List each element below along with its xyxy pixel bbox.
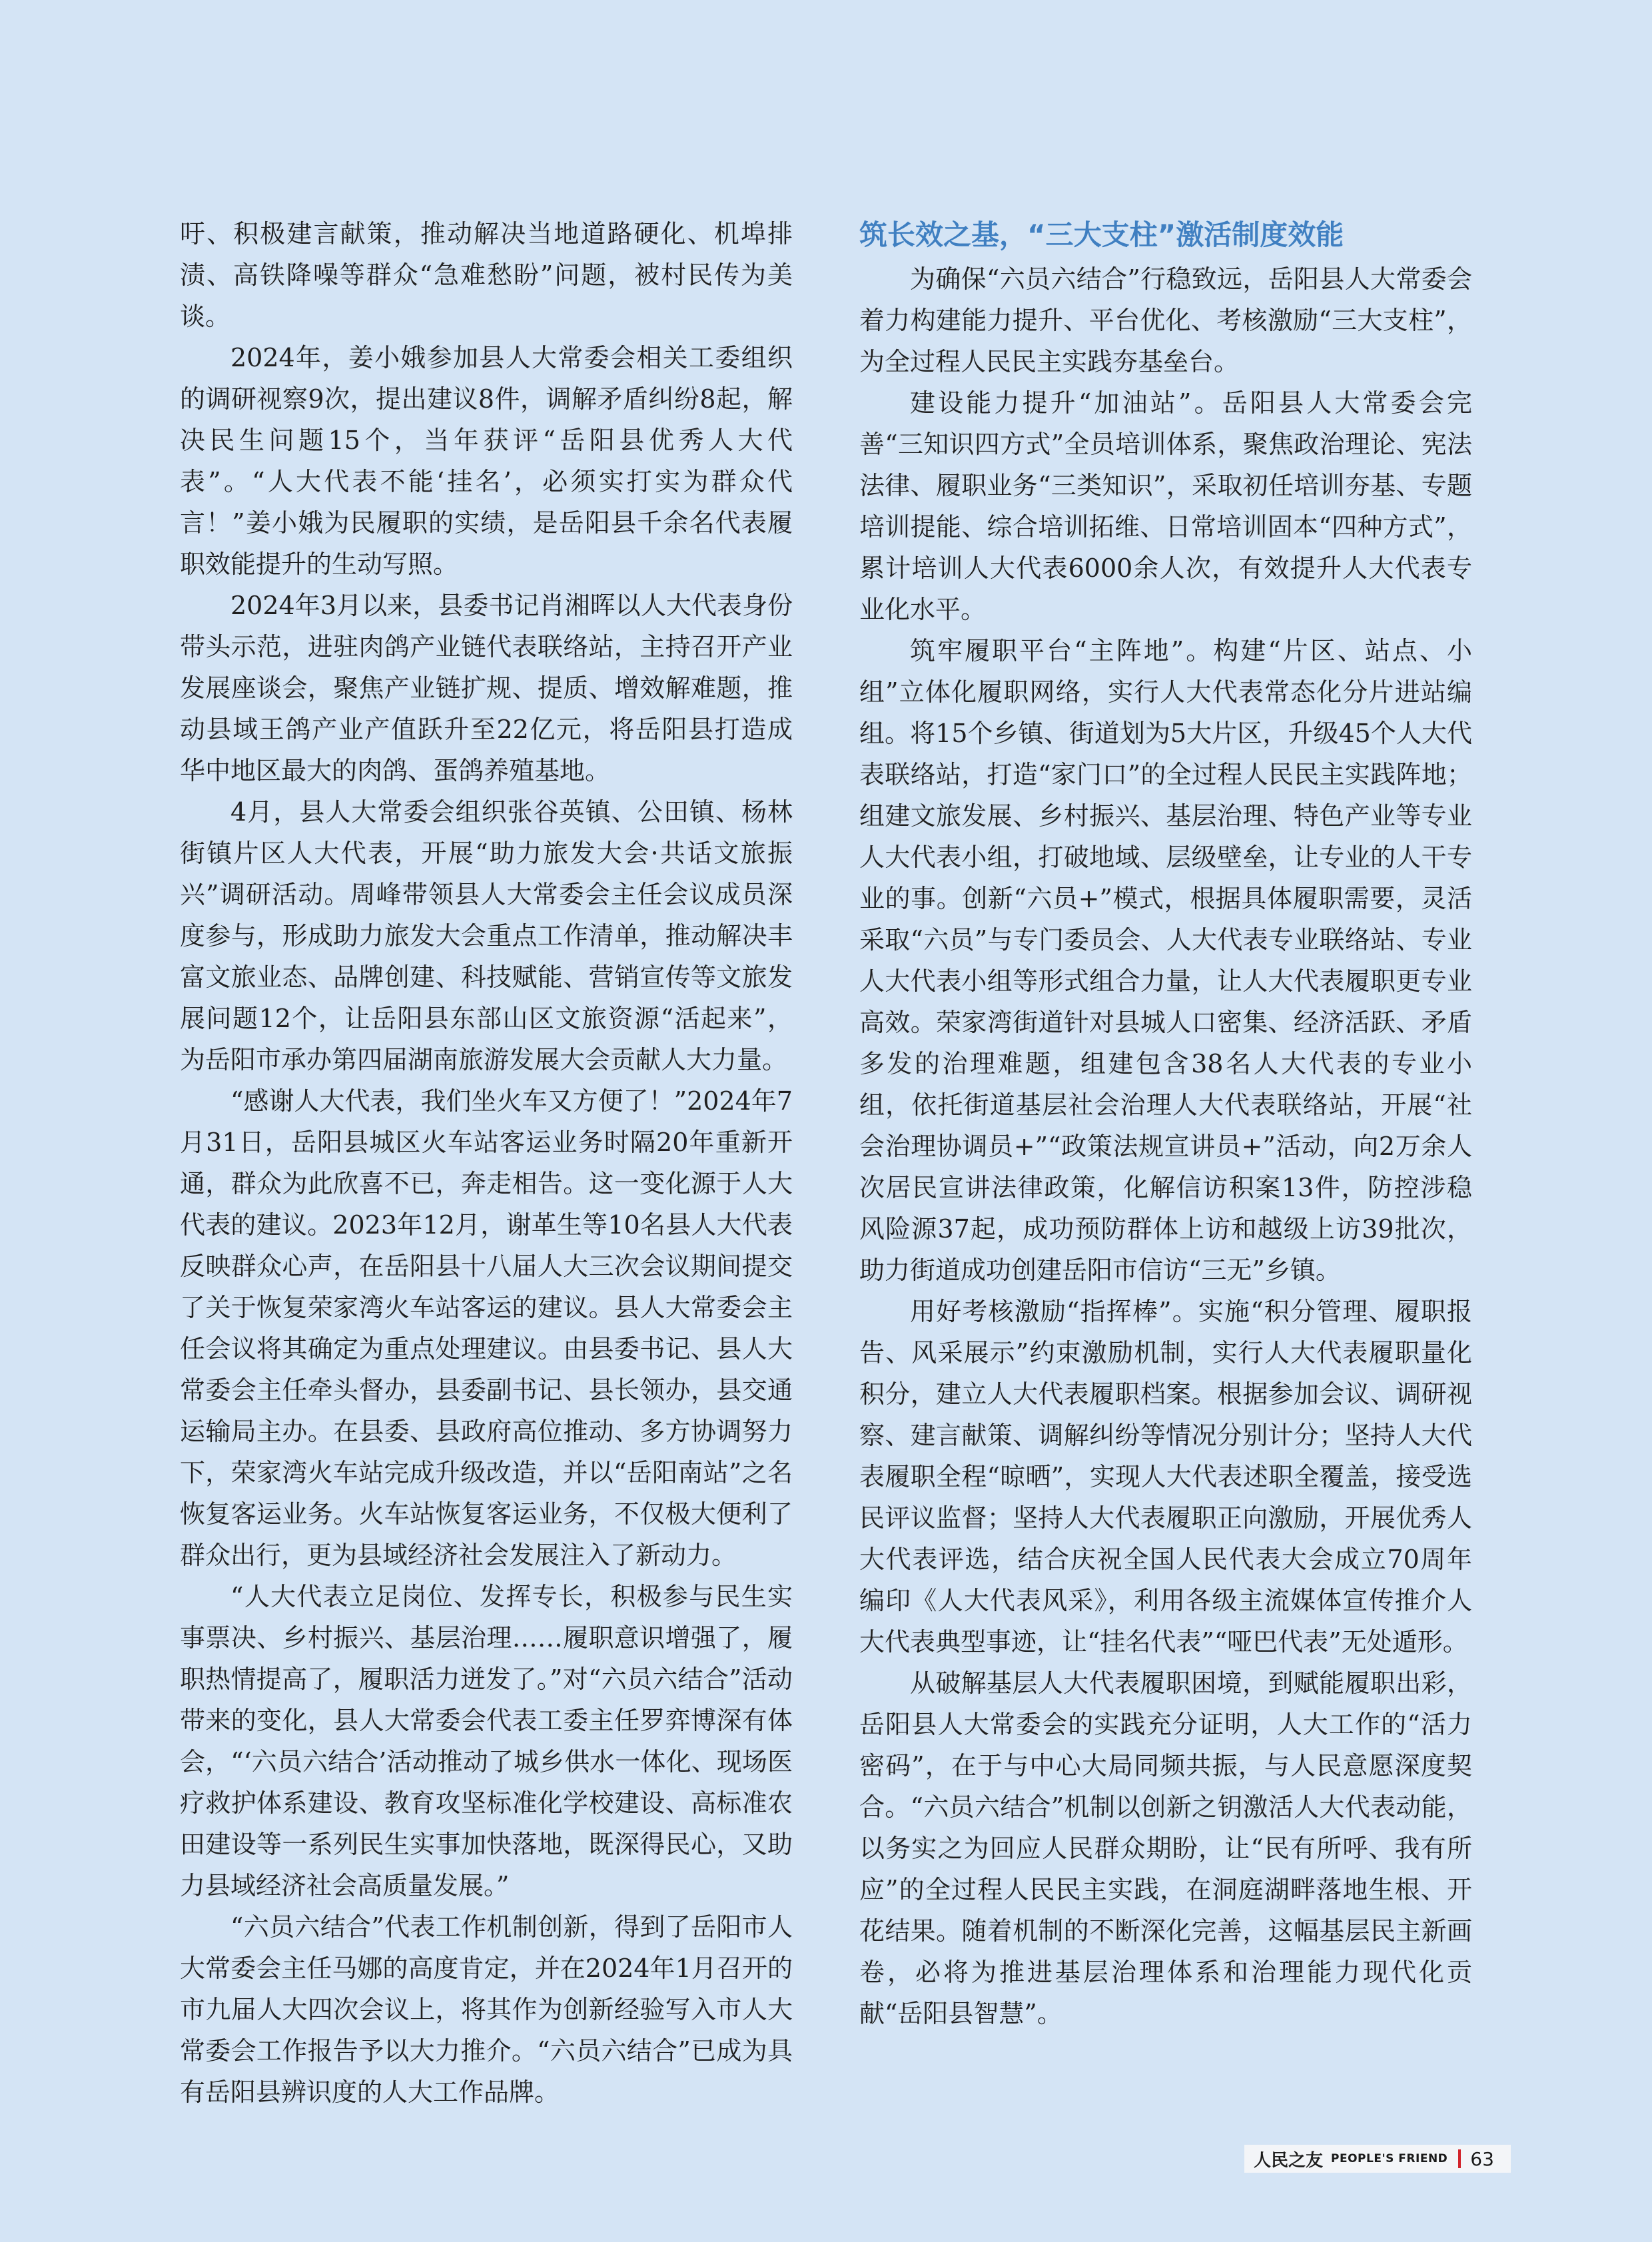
paragraph: 2024年，姜小娥参加县人大常委会相关工委组织的调研视察9次，提出建议8件，调解矛盾纠纷8起，解决民生问题15个，当年获评“岳阳县优秀人大代表”。“人大代表不能‘挂名’，必须实打实为群众代言！”姜小娥为民履职的实绩，是岳阳县千余名代表履职效能提升的生动写照。 (180, 343, 793, 579)
magazine-name: 人民之友 (1254, 2150, 1324, 2171)
page-footer (1244, 2145, 1511, 2173)
paragraph: 4月，县人大常委会组织张谷英镇、公田镇、杨林街镇片区人大代表，开展“助力旅发大会·共话文旅振兴”调研活动。周峰带领县人大常委会主任会议成员深度参与，形成助力旅发大会重点工作清单，推动解决丰富文旅业态、品牌创建、科技赋能、营销宣传等文旅发展问题12个，让岳阳县东部山区文旅资源“活起来”，为岳阳市承办第四届湖南旅游发展大会贡献人大力量。 (180, 797, 793, 1074)
page-number: 63 (1470, 2147, 1494, 2170)
left-column (180, 213, 793, 2113)
paragraph: 从破解基层人大代表履职困境，到赋能履职出彩，岳阳县人大常委会的实践充分证明，人大工作的“活力密码”，在于与中心大局同频共振，与人民意愿深度契合。“六员六结合”机制以创新之钥激活人大代表动能，以务实之为回应人民群众期盼，让“民有所呼、我有所应”的全过程人民民主实践，在洞庭湖畔落地生根、开花结果。随着机制的不断深化完善，这幅基层民主新画卷，必将为推进基层治理体系和治理能力现代化贡献“岳阳县智慧”。 (859, 1669, 1472, 2028)
paragraph: 筑牢履职平台“主阵地”。构建“片区、站点、小组”立体化履职网络，实行人大代表常态化分片进站编组。将15个乡镇、街道划为5大片区，升级45个人大代表联络站，打造“家门口”的全过程人民民主实践阵地；组建文旅发展、乡村振兴、基层治理、特色产业等专业人大代表小组，打破地域、层级壁垒，让专业的人干专业的事。创新“六员+”模式，根据具体履职需要，灵活采取“六员”与专门委员会、人大代表专业联络站、专业人大代表小组等形式组合力量，让人大代表履职更专业高效。荣家湾街道针对县城人口密集、经济活跃、矛盾多发的治理难题，组建包含38名人大代表的专业小组，依托街道基层社会治理人大代表联络站，开展“社会治理协调员+”“政策法规宣讲员+”活动，向2万余人次居民宣讲法律政策，化解信访积案13件，防控涉稳风险源37起，成功预防群体上访和越级上访39批次，助力街道成功创建岳阳市信访“三无”乡镇。 (859, 636, 1472, 1285)
paragraph: 吁、积极建言献策，推动解决当地道路硬化、机埠排渍、高铁降噪等群众“急难愁盼”问题，被村民传为美谈。 (180, 219, 793, 331)
paragraph: 建设能力提升“加油站”。岳阳县人大常委会完善“三知识四方式”全员培训体系，聚焦政治理论、宪法法律、履职业务“三类知识”，采取初任培训夯基、专题培训提能、综合培训拓维、日常培训固本“四种方式”，累计培训人大代表6000余人次，有效提升人大代表专业化水平。 (859, 388, 1472, 624)
paragraph: 2024年3月以来，县委书记肖湘晖以人大代表身份带头示范，进驻肉鸽产业链代表联络站，主持召开产业发展座谈会，聚焦产业链扩规、提质、增效解难题，推动县域王鸽产业产值跃升至22亿元，将岳阳县打造成华中地区最大的肉鸽、蛋鸽养殖基地。 (180, 591, 793, 785)
magazine-name-english: PEOPLE'S FRIEND (1331, 2152, 1448, 2165)
paragraph: “感谢人大代表，我们坐火车又方便了！”2024年7月31日，岳阳县城区火车站客运业务时隔20年重新开通，群众为此欣喜不已，奔走相告。这一变化源于人大代表的建议。2023年12月，谢革生等10名县人大代表反映群众心声，在岳阳县十八届人大三次会议期间提交了关于恢复荣家湾火车站客运的建议。县人大常委会主任会议将其确定为重点处理建议。由县委书记、县人大常委会主任牵头督办，县委副书记、县长领办，县交通运输局主办。在县委、县政府高位推动、多方协调努力下，荣家湾火车站完成升级改造，并以“岳阳南站”之名恢复客运业务。火车站恢复客运业务，不仅极大便利了群众出行，更为县域经济社会发展注入了新动力。 (180, 1086, 793, 1570)
section-heading: 筑长效之基，“三大支柱”激活制度效能 (859, 218, 1344, 251)
paragraph: 为确保“六员六结合”行稳致远，岳阳县人大常委会着力构建能力提升、平台优化、考核激励“三大支柱”，为全过程人民民主实践夯基垒台。 (859, 264, 1472, 376)
paragraph: “人大代表立足岗位、发挥专长，积极参与民生实事票决、乡村振兴、基层治理……履职意识增强了，履职热情提高了，履职活力迸发了。”对“六员六结合”活动带来的变化，县人大常委会代表工委主任罗弈博深有体会，“‘六员六结合’活动推动了城乡供水一体化、现场医疗救护体系建设、教育攻坚标准化学校建设、高标准农田建设等一系列民生实事加快落地，既深得民心，又助力县域经济社会高质量发展。” (180, 1582, 793, 1900)
paragraph: 用好考核激励“指挥棒”。实施“积分管理、履职报告、风采展示”约束激励机制，实行人大代表履职量化积分，建立人大代表履职档案。根据参加会议、调研视察、建言献策、调解纠纷等情况分别计分；坚持人大代表履职全程“晾晒”，实现人大代表述职全覆盖，接受选民评议监督；坚持人大代表履职正向激励，开展优秀人大代表评选，结合庆祝全国人民代表大会成立70周年编印《人大代表风采》，利用各级主流媒体宣传推介人大代表典型事迹，让“挂名代表”“哑巴代表”无处遁形。 (859, 1297, 1472, 1657)
right-column (859, 213, 1472, 2034)
paragraph: “六员六结合”代表工作机制创新，得到了岳阳市人大常委会主任马娜的高度肯定，并在2024年1月召开的市九届人大四次会议上，将其作为创新经验写入市人大常委会工作报告予以大力推介。“六员六结合”已成为具有岳阳县辨识度的人大工作品牌。 (180, 1912, 793, 2107)
divider-bar (1458, 2149, 1461, 2168)
